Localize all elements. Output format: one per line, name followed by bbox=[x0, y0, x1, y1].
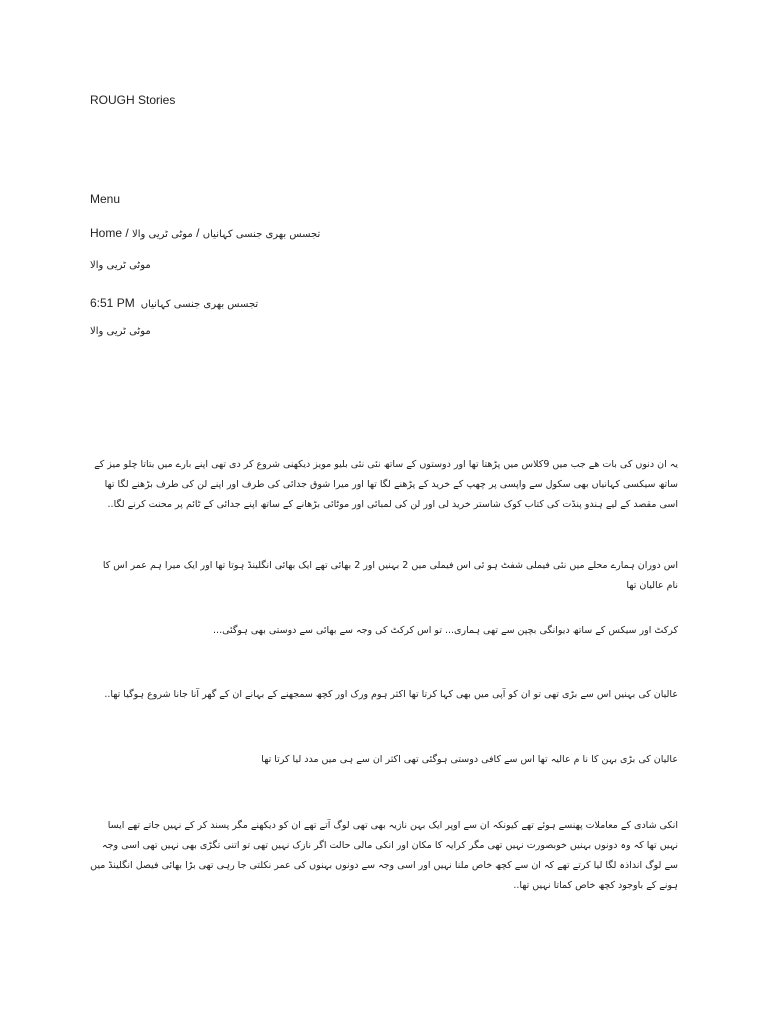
story-paragraph: انکی شادی کے معاملات پھنسے ہوئے تھے کیونکہ ان سے اوپر ایک بہن نازیہ بھی تھی لوگ آتے تھے ان کو دیکھنے مگر پسند کر کے نہیں جاتے تھے ایسا نہیں تھا کہ وہ دونوں بہنیں خوبصورت نہیں تھی مگر کرایہ کا مکان اور انکی مالی حالت اگر نازک نہیں تھی تو اتنی تگڑی بھی نہیں تھی اسی وجہ سے لوگ انداذہ لگا لیا کرتے تھے کہ ان سے کچھ خاص ملنا نہیں اور اسی وجہ سے دونوں بہنوں کی عمر نکلتی جا رہی تھی بڑا بھائی فیصل انگلینڈ میں ہونے کے باوجود کچھ خاص کماتا نہیں تھا.. bbox=[90, 820, 678, 891]
post-meta bbox=[90, 292, 258, 311]
breadcrumb bbox=[90, 226, 320, 240]
story-paragraph: اس دوران ہمارے محلے میں نئی فیملی شفٹ ہو ئی اس فیملی میں 2 بہنیں اور 2 بھائی تھے ایک بھائی انگلینڈ ہوتا تھا اور ایک میرا ہم عمر اس کا نام عالیان تھا bbox=[102, 560, 678, 591]
post-category-link[interactable]: تجسس بھری جنسی کہانیاں bbox=[140, 299, 259, 310]
post-time: 6:51 PM bbox=[90, 296, 135, 310]
post-subtitle: موٹی ٹریی والا bbox=[90, 326, 151, 337]
breadcrumb-separator: / bbox=[122, 226, 133, 240]
breadcrumb-separator: / bbox=[192, 226, 203, 240]
story-paragraph: کرکٹ اور سیکس کے ساتھ دیوانگی بچپن سے تھی ہماری... تو اس کرکٹ کی وجہ سے بھائی سے دوستی بھی ہوگئی... bbox=[213, 625, 678, 636]
post-title: موٹی ٹریی والا bbox=[90, 260, 151, 271]
menu-button[interactable]: Menu bbox=[90, 192, 121, 206]
story-paragraph: عالیان کی بڑی بہن کا نا م عالیہ تھا اس سے کافی دوستی ہوگئی تھی اکثر ان سے ہی میں مدد لیا کرتا تھا bbox=[261, 754, 678, 765]
story-paragraph: عالیان کی بہنیں اس سے بڑی تھی تو ان کو آپی میں بھی کہا کرتا تھا اکثر ہوم ورک اور کچھ سمجھنے کے بہانے ان کے گھر آنا جانا شروع ہوگیا تھا.. bbox=[104, 689, 678, 700]
story-paragraph: یہ ان دنوں کی بات ھے جب میں 9کلاس میں پڑھتا تھا اور دوستوں کے ساتھ نئی نئی بلیو مویز دیکھنی شروع کر دی تھی اپنے بارے میں بتاتا چلو میز کے ساتھ سیکسی کہانیاں بھی سکول سے واپسی پر چھپ کے خرید کے پڑھنے لگا تھا اور میرا شوق جدائی کی طرف اور اپنے لن کی طرف بڑھنے لگا تھا اسی مقصد کے لیے ہندو پنڈت کی کتاب کوک شاستر خرید لی اور لن کی لمبائی اور موٹائی بڑھانے کے ساتھ اپنے جدائی کے ٹائم پر محنت کرنے لگا.. bbox=[94, 459, 678, 510]
site-title[interactable]: ROUGH Stories bbox=[90, 93, 176, 107]
breadcrumb-current: موٹی ٹریی والا bbox=[132, 229, 193, 240]
breadcrumb-category-link[interactable]: تجسس بھری جنسی کہانیاں bbox=[202, 229, 321, 240]
breadcrumb-home-link[interactable]: Home bbox=[90, 226, 123, 240]
